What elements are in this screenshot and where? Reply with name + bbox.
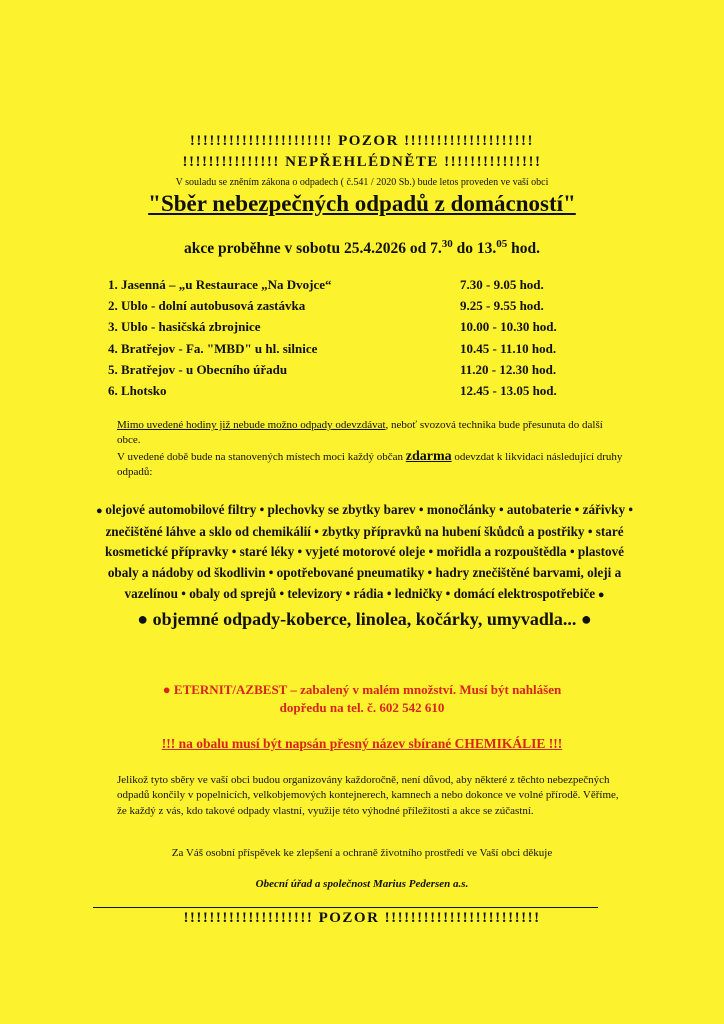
schedule-row	[108, 359, 608, 380]
schedule-time: 11.20 - 12.30 hod.	[460, 361, 557, 377]
law-note: V souladu se zněním zákona o odpadech ( č.541 / 2020 Sb.) bude letos proveden ve vaší obci	[175, 177, 549, 188]
header-neprehlednete: !!!!!!!!!!!!!!! NEPŘEHLÉDNĚTE !!!!!!!!!!!!!!!	[182, 154, 542, 170]
event-date-mid: do 13.	[452, 240, 497, 258]
schedule-list	[108, 274, 608, 402]
bulky-waste-text: objemné odpady-koberce, linolea, kočárky, umyvadla...	[152, 608, 577, 629]
closing-paragraph: Jelikož tyto sběry ve vaší obci budou organizovány každoročně, není důvod, aby některé z těchto nebezpečných odpadů končily v popelnicích, velkobjemových kontejnerech, kamnech a nebo dokonce ve volné přírodě. Věříme, že každý z vás, kdo takové odpady vlastní, využije této výhodné příležitosti a akce se zúčastní.	[117, 774, 619, 817]
schedule-location: 1. Jasenná – „u Restaurace „Na Dvojce“	[108, 276, 332, 292]
schedule-time: 10.00 - 10.30 hod.	[460, 319, 557, 335]
schedule-location: 6. Lhotsko	[108, 383, 167, 399]
schedule-location: 3. Ublo - hasičská zbrojnice	[108, 319, 261, 335]
header-pozor: !!!!!!!!!!!!!!!!!!!!!! POZOR !!!!!!!!!!!!!!!!!!!!	[189, 133, 535, 149]
schedule-row	[108, 380, 608, 401]
schedule-row	[108, 338, 608, 359]
waste-items-text: olejové automobilové filtry • plechovky se zbytky barev • monočlánky • autobaterie • zářivky • znečištěné láhve a sklo od chemikálií • zbytky přípravků na hubení škůdců a postřiky • staré kosmetické přípravky • staré léky • vyjeté motorové oleje • mořidla a rozpouštědla • plastové obaly a nádoby od škodlivin • opotřebované pneumatiky • hadry znečištěné barvami, oleji a vazelínou • obaly od sprejů • televizory • rádia • ledničky • domácí elektrospotřebiče	[104, 502, 633, 601]
schedule-location: 2. Ublo - dolní autobusová zastávka	[108, 297, 306, 313]
schedule-row	[108, 295, 608, 316]
schedule-row	[108, 317, 608, 338]
divider	[93, 907, 598, 908]
bullet-icon: ●	[576, 608, 592, 629]
schedule-location: 4. Bratřejov - Fa. "MBD" u hl. silnice	[108, 340, 318, 356]
zdarma-label: zdarma	[405, 448, 452, 464]
bullet-icon: ●	[595, 588, 605, 601]
chemical-warning: !!! na obalu musí být napsán přesný název sbírané CHEMIKÁLIE !!!	[161, 736, 563, 751]
schedule-row	[108, 274, 608, 295]
bulky-waste	[137, 609, 591, 629]
eternit-line1: ETERNIT/AZBEST – zabalený v malém množství. Musí být nahlášen	[173, 682, 562, 697]
schedule-time: 9.25 - 9.55 hod.	[460, 297, 544, 313]
event-date-suffix: hod.	[507, 240, 540, 258]
event-date	[0, 238, 724, 258]
signature: Obecní úřad a společnost Marius Pedersen a.s.	[255, 878, 469, 890]
info-rest: , neboť svozová technika bude přesunuta do další obce.	[117, 419, 603, 447]
info-line2-pre: V uvedené době bude na stanovených místech moci každý občan	[117, 450, 406, 463]
footer-pozor: !!!!!!!!!!!!!!!!!!!! POZOR !!!!!!!!!!!!!!!!!!!!!!!!	[183, 910, 541, 926]
eternit-line2: dopředu na tel. č. 602 542 610	[279, 700, 445, 715]
page-title: "Sběr nebezpečných odpadů z domácností"	[148, 191, 576, 216]
event-date-prefix: akce proběhne v sobotu 25.4.2026 od 7.	[184, 240, 442, 258]
schedule-location: 5. Bratřejov - u Obecního úřadu	[108, 361, 288, 377]
schedule-time: 7.30 - 9.05 hod.	[460, 276, 544, 292]
bullet-icon: ●	[96, 505, 106, 517]
info-paragraph	[117, 418, 627, 481]
bullet-icon: ●	[162, 682, 174, 697]
schedule-time: 10.45 - 11.10 hod.	[460, 340, 557, 356]
waste-items	[92, 500, 637, 632]
info-underlined: Mimo uvedené hodiny již nebude možno odpady odevzdávat	[117, 419, 386, 431]
info-line2-post: odevzdat k likvidaci následující druhy odpadů:	[117, 450, 623, 479]
event-end-minutes: 05	[496, 238, 508, 250]
event-start-minutes: 30	[441, 238, 453, 250]
schedule-time: 12.45 - 13.05 hod.	[460, 383, 557, 399]
thanks-line: Za Váš osobní příspěvek ke zlepšení a ochraně životního prostředí ve Vaší obci děkuje	[171, 847, 553, 859]
bullet-icon: ●	[137, 608, 153, 629]
eternit-notice	[0, 681, 724, 717]
